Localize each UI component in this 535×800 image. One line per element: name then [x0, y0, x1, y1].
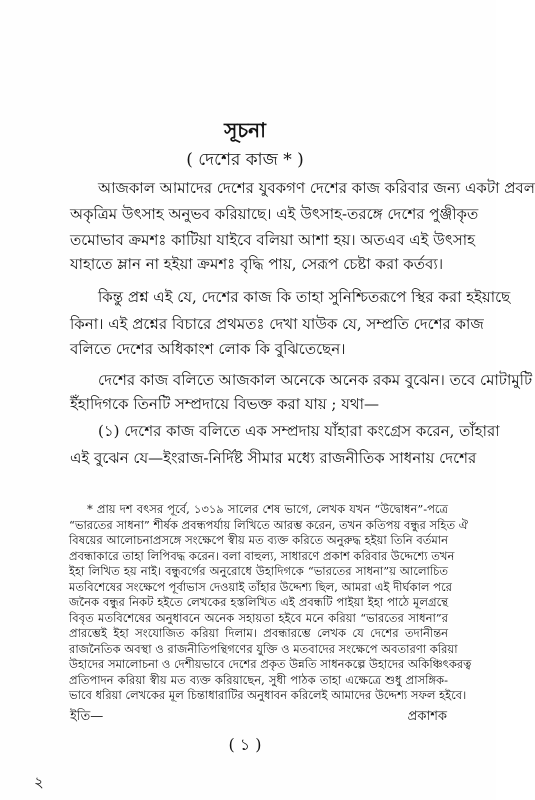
body-line: যাহাতে ম্লান না হইয়া ক্রমশঃ বৃদ্ধি পায়, সেরূপ চেষ্টা করা কর্তব্য। — [70, 255, 444, 273]
footnote-line: * প্রায় দশ বৎসর পূর্বে, ১৩১৯ সালের শেষ ভাগে, লেখক যখন “উদ্বোধন”-পত্রে — [87, 502, 448, 516]
body-line: বলিতে দেশের অধিকাংশ লোক কি বুঝিতেছেন। — [70, 340, 346, 358]
footnote-line: বিবৃত মতবিশেষের অনুধাবনে অনেক সহায়তা হইবে মনে করিয়া “ভারতের সাধনা”র — [69, 611, 448, 625]
body-line: এই বুঝেন যে—ইংরাজ-নির্দিষ্ট সীমার মধ্যে রাজনীতিক সাধনায় দেশের — [70, 449, 477, 467]
footnote-line: “ভারতের সাধনা” শীর্ষক প্রবন্ধপর্যায় লিখিতে আরম্ভ করেন, তখন কতিপয় বন্ধুর সহিত ঐ — [69, 518, 468, 532]
footnote-line: ইহা লিখিত হয় নাই। বন্ধুবর্গের অনুরোধে উহাদিগকে “ভারতের সাধনা”য় আলোচিত — [69, 564, 448, 578]
page-title: সূচনা — [224, 118, 266, 142]
footnote-line: জনৈক বন্ধুর নিকট হইতে লেখকের হস্তলিখিত এই প্রবন্ধটি পাইয়া ইহা পাঠে মূলগ্রন্থে — [69, 595, 448, 609]
body-line: অকৃত্রিম উৎসাহ অনুভব করিয়াছে। এই উৎসাহ-তরঙ্গে দেশের পুঞ্জীকৃত — [70, 205, 479, 223]
page-number: ( ১ ) — [228, 735, 262, 754]
footnote-line: প্রতিপাদন করিয়া স্বীয় মত ব্যক্ত করিয়াছেন, সুধী পাঠক তাহা এক্ষেত্রে শুধু প্রাসঙ্গিক- — [69, 673, 448, 687]
body-line: কিনা। এই প্রশ্নের বিচারে প্রথমতঃ দেখা যাউক যে, সম্প্রতি দেশের কাজ — [70, 315, 484, 333]
page-subtitle: ( দেশের কাজ * ) — [186, 150, 304, 170]
body-line: আজকাল আমাদের দেশের যুবকগণ দেশের কাজ করিবার জন্য একটা প্রবল — [98, 179, 535, 197]
body-line: তমোভাব ক্রমশঃ কাটিয়া যাইবে বলিয়া আশা হয়। অতএব এই উৎসাহ — [70, 231, 476, 249]
footnote-line: উহাদের সমালোচনা ও দেশীয়ভাবে দেশের প্রকৃত উন্নতি সাধনকল্পে উহাদের অকিঞ্চিৎকরত্ব — [69, 657, 472, 671]
body-line: ইঁহাদিগকে তিনটি সম্প্রদায়ে বিভক্ত করা যায় ; যথা— — [70, 395, 379, 413]
body-line: দেশের কাজ বলিতে আজকাল অনেকে অনেক রকম বুঝেন। তবে মোটামুটি — [98, 371, 533, 389]
publisher-signature: প্রকাশক — [407, 709, 447, 724]
footnote-line: প্রারম্ভেই ইহা সংযোজিত করিয়া দিলাম। প্রবন্ধারম্ভে লেখক যে দেশের তদানীন্তন — [69, 626, 448, 640]
footnote-line: প্রবন্ধাকারে তাহা লিপিবদ্ধ করেন। বলা বাহুল্য, সাধারণে প্রকাশ করিবার উদ্দেশ্যে তখন — [69, 549, 455, 563]
body-line: (১) দেশের কাজ বলিতে এক সম্প্রদায় যাঁহারা কংগ্রেস করেন, তাঁহারা — [98, 422, 500, 440]
footnote-line: মতবিশেষের সংক্ষেপে পূর্বাভাস দেওয়াই তাঁহার উদ্দেশ্য ছিল, আমরা এই দীর্ঘকাল পরে — [69, 580, 452, 594]
footnote-line: রাজনৈতিক অবস্থা ও রাজনীতিপন্থিগণের যুক্তি ও মতবাদের সংক্ষেপে অবতারণা করিয়া — [69, 642, 458, 656]
body-line: কিন্তু প্রশ্ন এই যে, দেশের কাজ কি তাহা সুনিশ্চিতরূপে স্থির করা হইয়াছে — [98, 288, 511, 306]
closing-text: ইতি— — [70, 709, 104, 724]
signature-mark: ২ — [34, 773, 44, 791]
footnote-line: বিষয়ের আলোচনাপ্রসঙ্গে সংক্ষেপে স্বীয় মত ব্যক্ত করিতে অনুরুদ্ধ হইয়া তিনি বর্তমান — [69, 533, 448, 547]
footnote-line: ভাবে ধরিয়া লেখকের মূল চিন্তাধারাটির অনুধাবন করিলেই আমাদের উদ্দেশ্য সফল হইবে। — [69, 688, 467, 702]
